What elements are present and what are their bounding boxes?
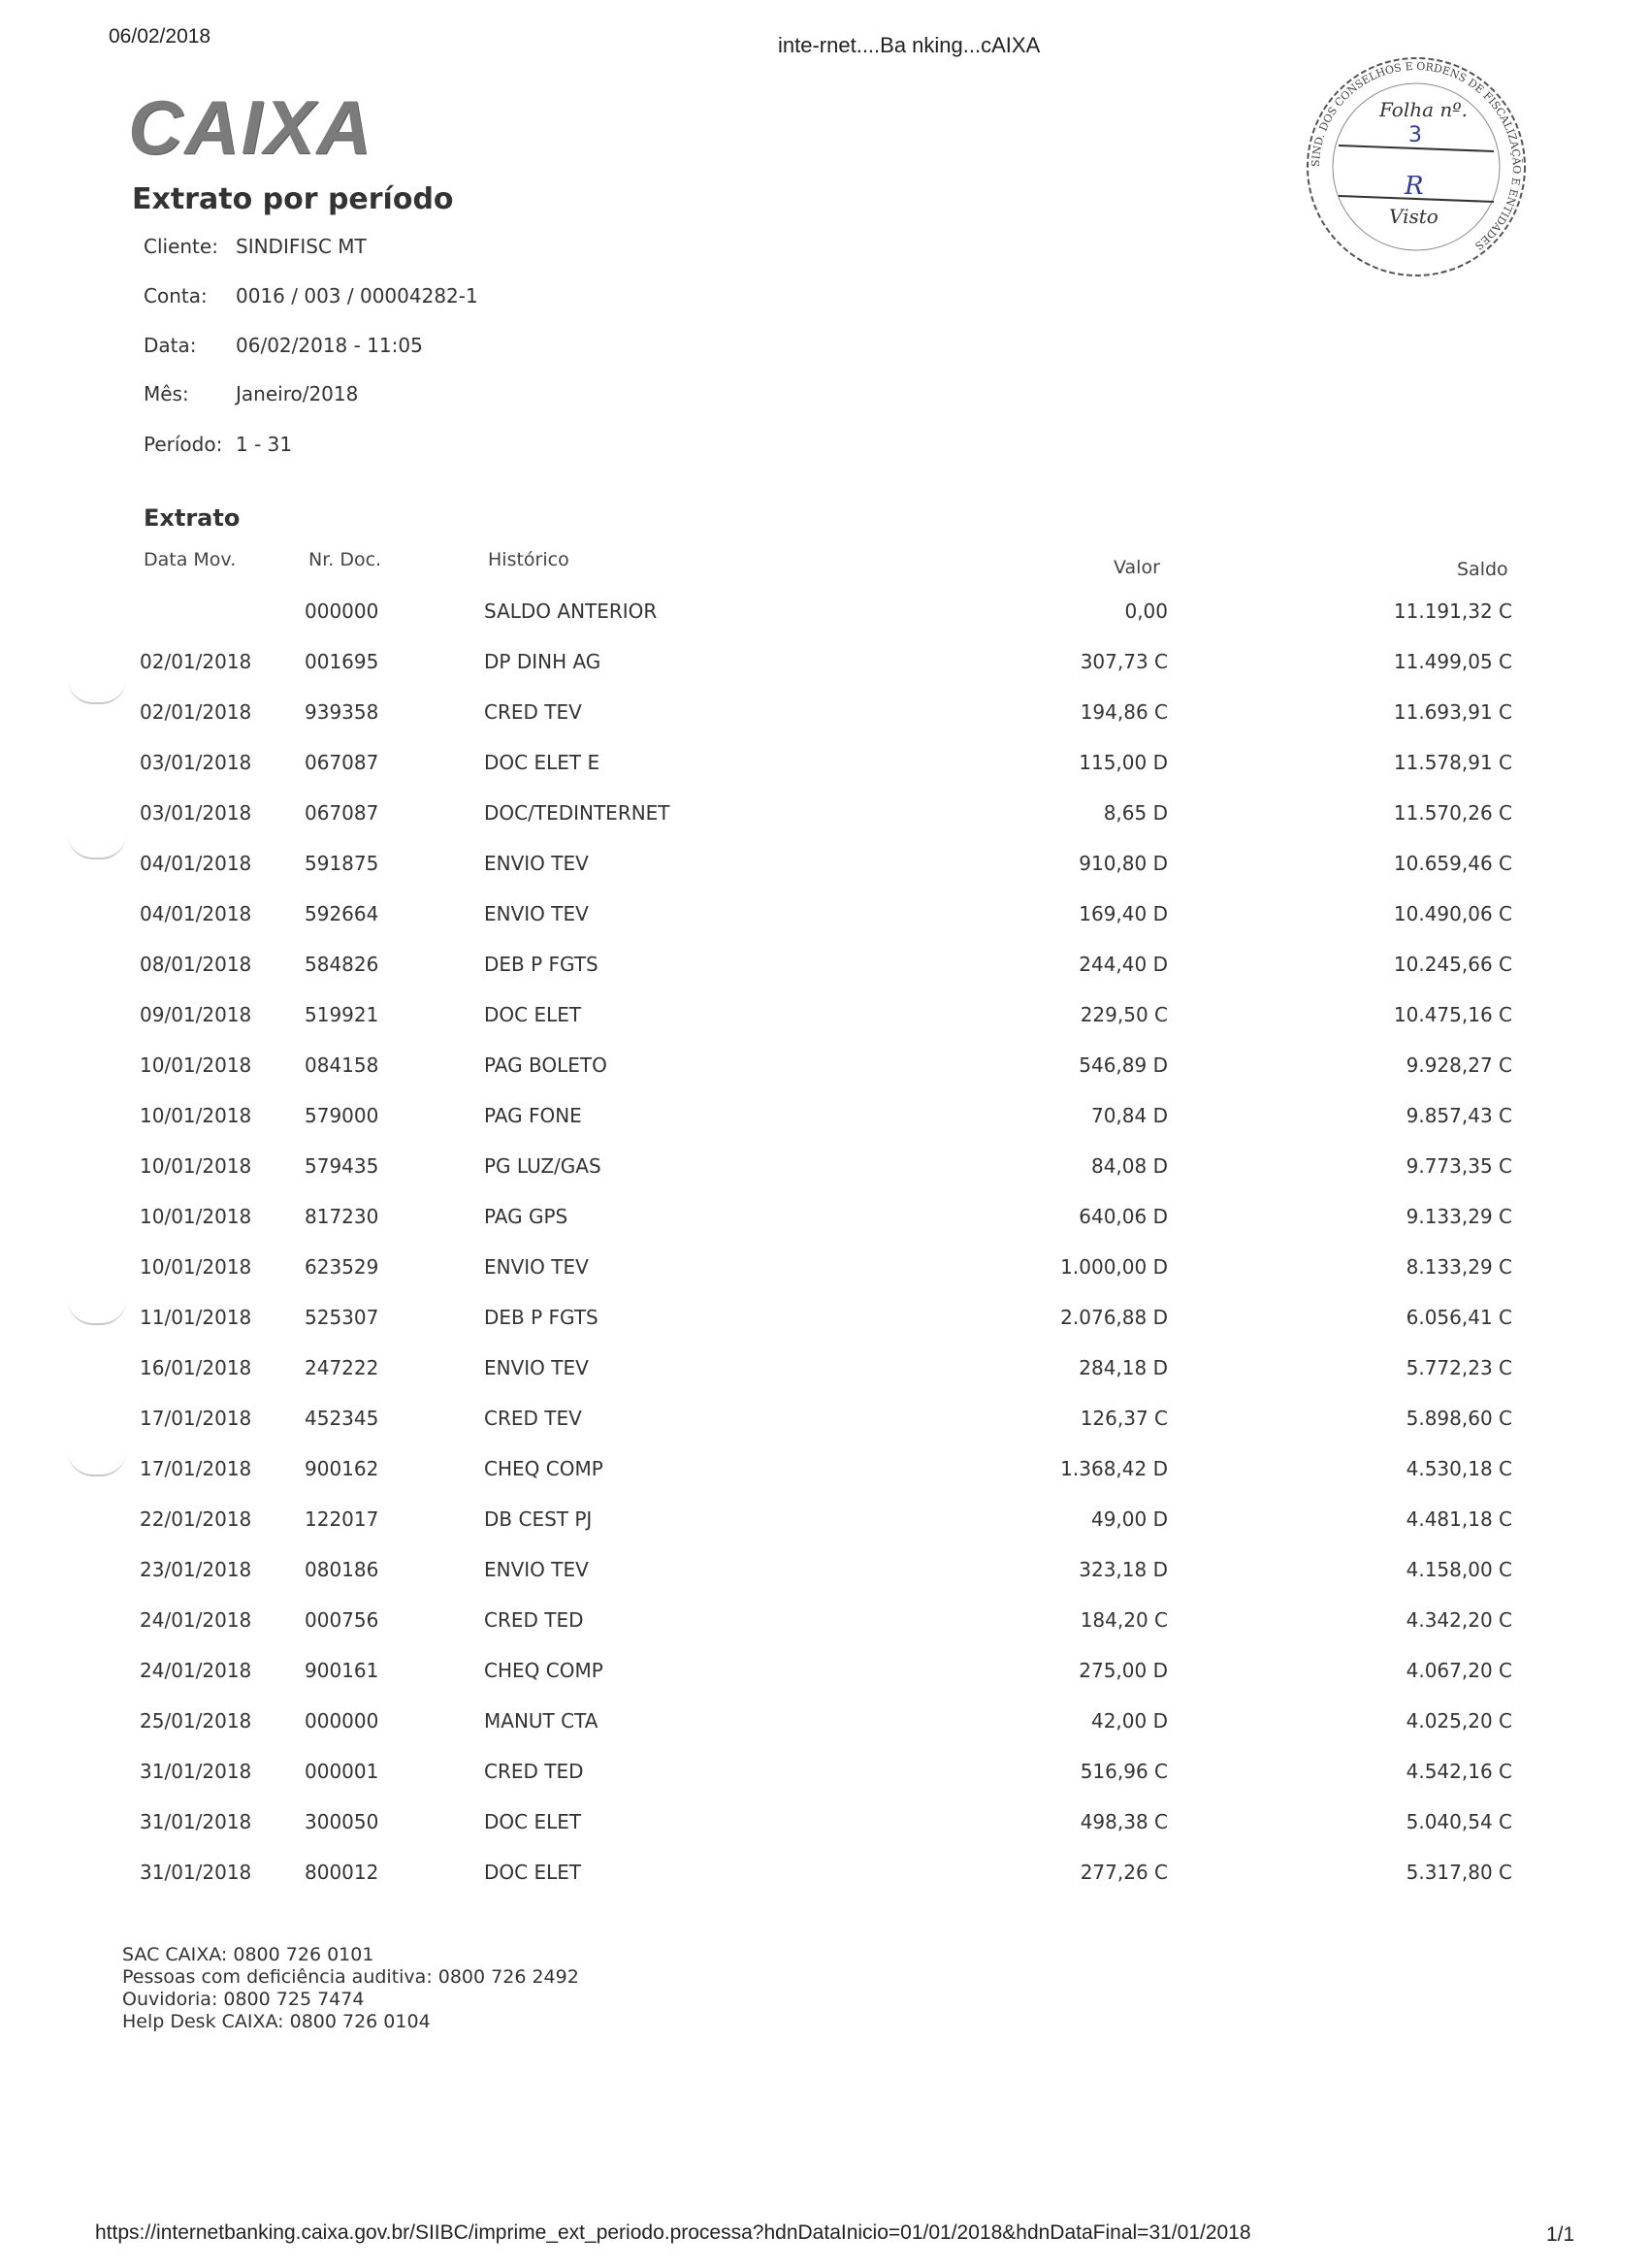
row-balance: 8.133,29 C [1406, 1255, 1512, 1279]
info-label: Cliente: [144, 235, 218, 258]
contact-footer [122, 1944, 579, 2033]
info-value: Janeiro/2018 [236, 382, 359, 405]
row-history: DOC ELET E [484, 751, 600, 774]
row-value: 194,86 C [1080, 700, 1168, 724]
scan-mark [68, 1451, 126, 1476]
row-doc-number: 900161 [305, 1659, 379, 1682]
table-row [126, 737, 1512, 788]
row-value: 244,40 D [1079, 953, 1168, 976]
row-history: MANUT CTA [484, 1709, 598, 1733]
row-balance: 5.898,60 C [1406, 1407, 1512, 1430]
row-doc-number: 579000 [305, 1104, 379, 1127]
row-balance: 10.475,16 C [1393, 1003, 1512, 1026]
row-history: ENVIO TEV [484, 1255, 589, 1279]
scan-mark [68, 1300, 126, 1325]
row-history: CRED TEV [484, 700, 582, 724]
row-balance: 10.659,46 C [1393, 852, 1512, 875]
document-title: Extrato por período [132, 182, 454, 216]
row-date: 16/01/2018 [140, 1356, 252, 1379]
row-doc-number: 817230 [305, 1205, 379, 1228]
row-balance: 11.578,91 C [1393, 751, 1512, 774]
row-date: 24/01/2018 [140, 1608, 252, 1632]
info-label: Conta: [144, 284, 208, 308]
statement-table-body [126, 586, 1512, 1897]
row-date: 10/01/2018 [140, 1154, 252, 1178]
table-row [126, 1292, 1512, 1343]
row-history: DEB P FGTS [484, 1306, 598, 1329]
row-history: SALDO ANTERIOR [484, 599, 658, 623]
row-balance: 11.191,32 C [1393, 599, 1512, 623]
table-row [126, 1746, 1512, 1797]
row-history: CHEQ COMP [484, 1457, 603, 1480]
row-balance: 10.490,06 C [1393, 902, 1512, 925]
row-history: DOC ELET [484, 1861, 582, 1884]
row-doc-number: 000000 [305, 599, 379, 623]
table-row [126, 1544, 1512, 1595]
row-date: 04/01/2018 [140, 852, 252, 875]
info-month [144, 382, 358, 405]
row-value: 229,50 C [1080, 1003, 1168, 1026]
column-header-date: Data Mov. [144, 549, 237, 570]
row-doc-number: 519921 [305, 1003, 379, 1026]
row-value: 1.368,42 D [1060, 1457, 1168, 1480]
row-date: 17/01/2018 [140, 1407, 252, 1430]
row-doc-number: 800012 [305, 1861, 379, 1884]
row-balance: 9.773,35 C [1406, 1154, 1512, 1178]
row-history: PAG BOLETO [484, 1053, 607, 1077]
column-header-value: Valor [1114, 557, 1160, 578]
row-history: DB CEST PJ [484, 1507, 593, 1531]
contact-line: Help Desk CAIXA: 0800 726 0104 [122, 2011, 431, 2032]
row-date: 24/01/2018 [140, 1659, 252, 1682]
info-label: Período: [144, 433, 223, 456]
row-doc-number: 122017 [305, 1507, 379, 1531]
row-value: 1.000,00 D [1060, 1255, 1168, 1279]
row-date: 31/01/2018 [140, 1810, 252, 1833]
scan-mark [68, 679, 126, 704]
stamp-visto-label: Visto [1389, 205, 1439, 228]
scan-mark [68, 834, 126, 859]
row-value: 323,18 D [1079, 1558, 1168, 1581]
row-doc-number: 300050 [305, 1810, 379, 1833]
row-balance: 10.245,66 C [1393, 953, 1512, 976]
row-doc-number: 592664 [305, 902, 379, 925]
row-balance: 6.056,41 C [1406, 1306, 1512, 1329]
contact-line: SAC CAIXA: 0800 726 0101 [122, 1944, 374, 1965]
stamp-ring-text: SIND. DOS CONSELHOS E ORDENS DE FISCALIZAÇÃO E ENTIDADES [1309, 59, 1524, 252]
row-doc-number: 579435 [305, 1154, 379, 1178]
row-value: 546,89 D [1079, 1053, 1168, 1077]
row-history: PG LUZ/GAS [484, 1154, 601, 1178]
row-value: 184,20 C [1080, 1608, 1168, 1632]
row-balance: 4.158,00 C [1406, 1558, 1512, 1581]
row-value: 8,65 D [1103, 801, 1168, 825]
table-row [126, 1141, 1512, 1191]
table-row [126, 1443, 1512, 1494]
row-doc-number: 623529 [305, 1255, 379, 1279]
table-row [126, 939, 1512, 989]
table-row [126, 1090, 1512, 1141]
print-date: 06/02/2018 [109, 25, 211, 48]
row-balance: 4.542,16 C [1406, 1760, 1512, 1783]
row-doc-number: 525307 [305, 1306, 379, 1329]
row-date: 03/01/2018 [140, 751, 252, 774]
row-value: 126,37 C [1080, 1407, 1168, 1430]
statement-table [126, 586, 1512, 1897]
row-balance: 4.067,20 C [1406, 1659, 1512, 1682]
info-client [144, 235, 367, 258]
table-row [126, 1645, 1512, 1696]
row-date [126, 586, 305, 636]
statement-section-title: Extrato [144, 504, 241, 532]
caixa-logo [128, 84, 373, 170]
row-value: 640,06 D [1079, 1205, 1168, 1228]
table-row [126, 1595, 1512, 1645]
row-history: DOC/TEDINTERNET [484, 801, 670, 825]
row-balance: 4.530,18 C [1406, 1457, 1512, 1480]
table-row [126, 889, 1512, 939]
row-history: ENVIO TEV [484, 1558, 589, 1581]
row-date: 10/01/2018 [140, 1053, 252, 1077]
info-value: 1 - 31 [236, 433, 293, 456]
column-header-history: Histórico [488, 549, 569, 570]
row-history: CRED TED [484, 1760, 584, 1783]
table-row [126, 1696, 1512, 1746]
stamp-visto-value: R [1405, 172, 1424, 201]
row-balance: 5.317,80 C [1406, 1861, 1512, 1884]
row-history: DEB P FGTS [484, 953, 598, 976]
row-date: 23/01/2018 [140, 1558, 252, 1581]
row-doc-number: 000000 [305, 1709, 379, 1733]
row-history: ENVIO TEV [484, 902, 589, 925]
row-doc-number: 939358 [305, 700, 379, 724]
row-date: 10/01/2018 [140, 1205, 252, 1228]
info-label: Data: [144, 334, 197, 357]
row-value: 307,73 C [1080, 650, 1168, 673]
row-history: CRED TEV [484, 1407, 582, 1430]
row-doc-number: 000001 [305, 1760, 379, 1783]
row-balance: 11.499,05 C [1393, 650, 1512, 673]
row-value: 0,00 [1124, 599, 1168, 623]
row-date: 31/01/2018 [140, 1861, 252, 1884]
row-balance: 9.857,43 C [1406, 1104, 1512, 1127]
info-label: Mês: [144, 382, 189, 405]
row-history: DOC ELET [484, 1003, 582, 1026]
table-row [126, 989, 1512, 1040]
table-row [126, 1393, 1512, 1443]
row-doc-number: 067087 [305, 801, 379, 825]
row-doc-number: 900162 [305, 1457, 379, 1480]
row-doc-number: 247222 [305, 1356, 379, 1379]
row-date: 03/01/2018 [140, 801, 252, 825]
row-balance: 9.133,29 C [1406, 1205, 1512, 1228]
table-row [126, 1191, 1512, 1242]
row-date: 09/01/2018 [140, 1003, 252, 1026]
row-doc-number: 001695 [305, 650, 379, 673]
row-date: 10/01/2018 [140, 1255, 252, 1279]
row-date: 22/01/2018 [140, 1507, 252, 1531]
column-header-balance: Saldo [1457, 559, 1508, 580]
print-page-number: 1/1 [1546, 2223, 1575, 2246]
table-row [126, 838, 1512, 889]
table-row [126, 636, 1512, 687]
print-url: https://internetbanking.caixa.gov.br/SIIBC/imprime_ext_periodo.processa?hdnDataInicio=01/01/2018&hdnDataFinal=31/01/2018 [95, 2221, 1251, 2244]
row-balance: 4.342,20 C [1406, 1608, 1512, 1632]
print-page-title: inte-rnet....Ba nking...cAIXA [778, 33, 1041, 57]
row-value: 284,18 D [1079, 1356, 1168, 1379]
table-row [126, 1242, 1512, 1292]
table-row [126, 1847, 1512, 1897]
row-history: CRED TED [484, 1608, 584, 1632]
stamp-folha-label: Folha nº. [1379, 98, 1469, 121]
row-doc-number: 000756 [305, 1608, 379, 1632]
table-row [126, 1040, 1512, 1090]
table-row [126, 586, 1512, 636]
row-value: 115,00 D [1079, 751, 1168, 774]
row-value: 84,08 D [1090, 1154, 1168, 1178]
row-date: 04/01/2018 [140, 902, 252, 925]
row-value: 169,40 D [1079, 902, 1168, 925]
info-value: 06/02/2018 - 11:05 [236, 334, 423, 357]
row-doc-number: 067087 [305, 751, 379, 774]
row-date: 25/01/2018 [140, 1709, 252, 1733]
fiscal-stamp [1300, 50, 1533, 283]
row-doc-number: 080186 [305, 1558, 379, 1581]
contact-line: Pessoas com deficiência auditiva: 0800 726 2492 [122, 1966, 579, 1988]
table-row [126, 1494, 1512, 1544]
row-date: 31/01/2018 [140, 1760, 252, 1783]
row-doc-number: 584826 [305, 953, 379, 976]
row-balance: 5.772,23 C [1406, 1356, 1512, 1379]
row-value: 42,00 D [1090, 1709, 1168, 1733]
table-row [126, 687, 1512, 737]
stamp-folha-value: 3 [1408, 123, 1422, 147]
row-doc-number: 591875 [305, 852, 379, 875]
row-date: 17/01/2018 [140, 1457, 252, 1480]
row-balance: 4.481,18 C [1406, 1507, 1512, 1531]
column-header-doc: Nr. Doc. [308, 549, 382, 570]
row-history: DOC ELET [484, 1810, 582, 1833]
table-row [126, 788, 1512, 838]
row-value: 49,00 D [1090, 1507, 1168, 1531]
row-balance: 4.025,20 C [1406, 1709, 1512, 1733]
row-balance: 5.040,54 C [1406, 1810, 1512, 1833]
info-period [144, 433, 292, 456]
row-history: DP DINH AG [484, 650, 601, 673]
row-date: 02/01/2018 [140, 700, 252, 724]
caixa-logo-text: CAIXA [128, 84, 373, 170]
row-history: ENVIO TEV [484, 1356, 589, 1379]
row-balance: 11.693,91 C [1393, 700, 1512, 724]
row-balance: 9.928,27 C [1406, 1053, 1512, 1077]
contact-line: Ouvidoria: 0800 725 7474 [122, 1989, 365, 2010]
row-history: CHEQ COMP [484, 1659, 603, 1682]
row-date: 11/01/2018 [140, 1306, 252, 1329]
table-row [126, 1343, 1512, 1393]
row-balance: 11.570,26 C [1393, 801, 1512, 825]
row-date: 10/01/2018 [140, 1104, 252, 1127]
row-doc-number: 084158 [305, 1053, 379, 1077]
row-value: 516,96 C [1080, 1760, 1168, 1783]
row-date: 08/01/2018 [140, 953, 252, 976]
row-value: 2.076,88 D [1060, 1306, 1168, 1329]
row-history: PAG GPS [484, 1205, 568, 1228]
row-value: 277,26 C [1080, 1861, 1168, 1884]
row-date: 02/01/2018 [140, 650, 252, 673]
info-date [144, 334, 423, 357]
row-value: 910,80 D [1079, 852, 1168, 875]
row-value: 275,00 D [1079, 1659, 1168, 1682]
info-value: SINDIFISC MT [236, 235, 367, 258]
row-history: PAG FONE [484, 1104, 582, 1127]
row-value: 70,84 D [1090, 1104, 1168, 1127]
info-account [144, 284, 478, 308]
row-doc-number: 452345 [305, 1407, 379, 1430]
row-history: ENVIO TEV [484, 852, 589, 875]
table-row [126, 1797, 1512, 1847]
row-value: 498,38 C [1080, 1810, 1168, 1833]
info-value: 0016 / 003 / 00004282-1 [236, 284, 478, 308]
